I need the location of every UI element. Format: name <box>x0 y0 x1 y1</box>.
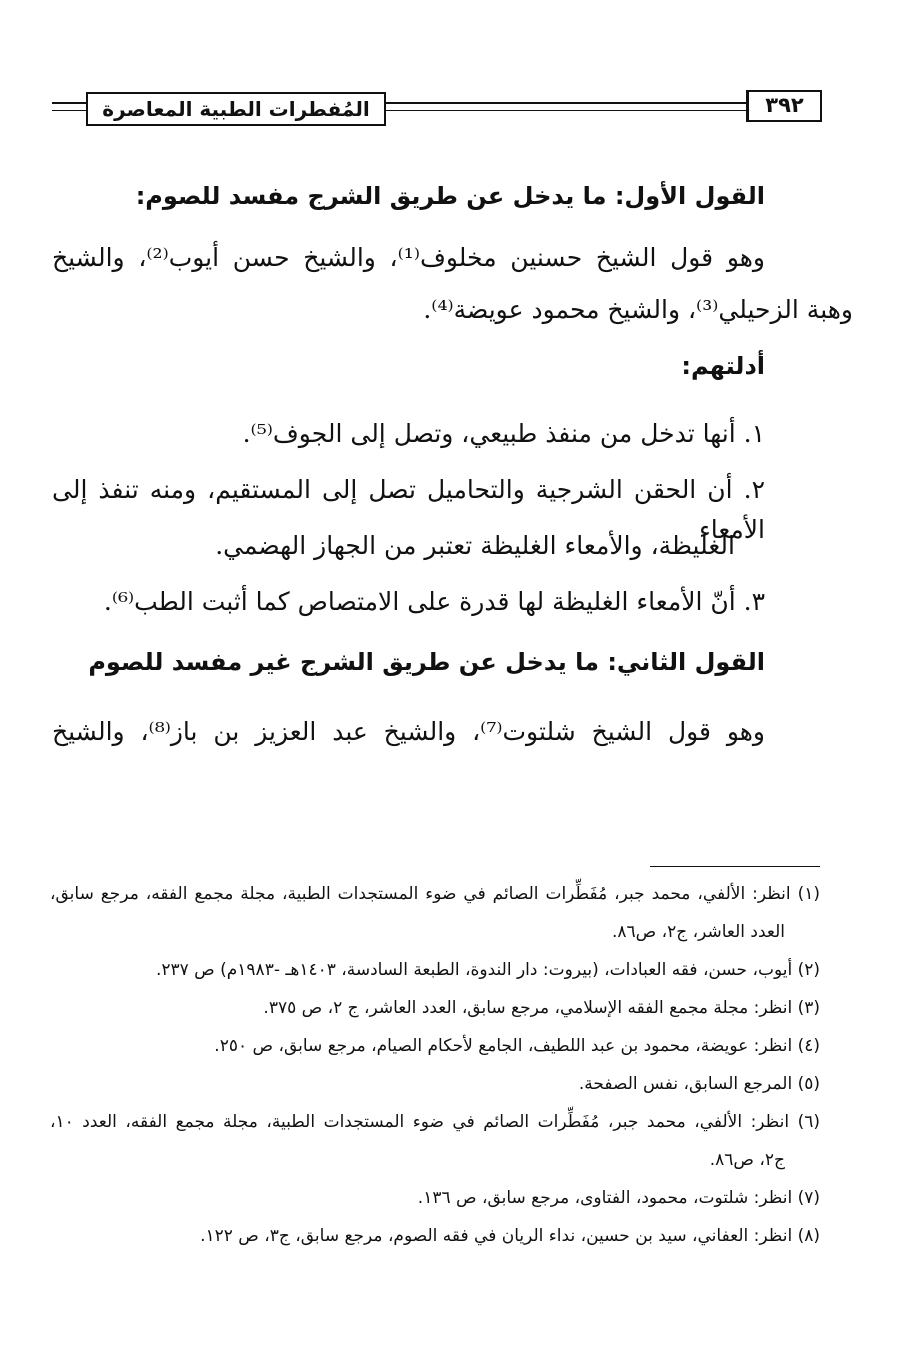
evidence-item-2-line-2: الغليظة، والأمعاء الغليظة تعتبر من الجهاز الهضمي. <box>215 531 735 560</box>
footnote-5: (٥) المرجع السابق، نفس الصفحة. <box>578 1074 820 1094</box>
first-opinion-heading: القول الأول: ما يدخل عن طريق الشرج مفسد للصوم: <box>135 182 765 210</box>
footnote-6-line-2: ج٢، ص٨٦. <box>709 1150 785 1170</box>
footnote-separator <box>650 866 820 867</box>
footnote-2: (٢) أيوب، حسن، فقه العبادات، (بيروت: دار الندوة، الطبعة السادسة، ١٤٠٣هـ -١٩٨٣م) ص ٢٣٧. <box>155 960 820 980</box>
footnote-3: (٣) انظر: مجلة مجمع الفقه الإسلامي، مرجع سابق، العدد العاشر، ج ٢، ص ٣٧٥. <box>263 998 820 1018</box>
footnote-6-line-1: (٦) انظر: الألفي، محمد جبر، مُفَطِّرات الصائم في ضوء المستجدات الطبية، مجلة مجمع الفقه، العدد ١٠، <box>50 1112 820 1132</box>
first-opinion-line-2: وهبة الزحيلي⁽³⁾، والشيخ محمود عويضة⁽⁴⁾. <box>423 295 853 324</box>
footnote-8: (٨) انظر: العفاني، سيد بن حسين، نداء الريان في فقه الصوم، مرجع سابق، ج٣، ص ١٢٢. <box>200 1226 820 1246</box>
evidence-item-1: ١. أنها تدخل من منفذ طبيعي، وتصل إلى الجوف⁽⁵⁾. <box>242 419 765 448</box>
book-title: المُفطرات الطبية المعاصرة <box>86 92 386 126</box>
footnote-4: (٤) انظر: عويضة، محمود بن عبد اللطيف، الجامع لأحكام الصيام، مرجع سابق، ص ٢٥٠. <box>214 1036 820 1056</box>
header-rule-left-thin <box>52 110 86 111</box>
footnote-7: (٧) انظر: شلتوت، محمود، الفتاوى، مرجع سابق، ص ١٣٦. <box>417 1188 820 1208</box>
footnote-1-line-1: (١) انظر: الألفي، محمد جبر، مُفَطِّرات الصائم في ضوء المستجدات الطبية، مجلة مجمع الفقه، مرجع سابق، <box>50 884 820 904</box>
footnote-1-line-2: العدد العاشر، ج٢، ص٨٦. <box>611 922 785 942</box>
evidence-item-3: ٣. أنّ الأمعاء الغليظة لها قدرة على الامتصاص كما أثبت الطب⁽⁶⁾. <box>103 587 765 616</box>
second-opinion-heading: القول الثاني: ما يدخل عن طريق الشرج غير مفسد للصوم <box>88 648 765 676</box>
header-rule-middle-thin <box>386 110 746 111</box>
evidence-heading: أدلتهم: <box>681 352 765 380</box>
header-rule-left <box>52 102 86 104</box>
header-rule-middle <box>386 102 746 104</box>
second-opinion-line-1: وهو قول الشيخ شلتوت⁽⁷⁾، والشيخ عبد العزيز بن باز⁽⁸⁾، والشيخ <box>52 717 766 746</box>
evidence-item-2-line-1: ٢. أن الحقن الشرجية والتحاميل تصل إلى المستقيم، ومنه تنفذ إلى الأمعاء <box>52 475 765 544</box>
first-opinion-line-1: وهو قول الشيخ حسنين مخلوف⁽¹⁾، والشيخ حسن أيوب⁽²⁾، والشيخ <box>52 243 766 272</box>
page-header <box>52 88 822 132</box>
page-number: ٣٩٢ <box>746 90 822 122</box>
